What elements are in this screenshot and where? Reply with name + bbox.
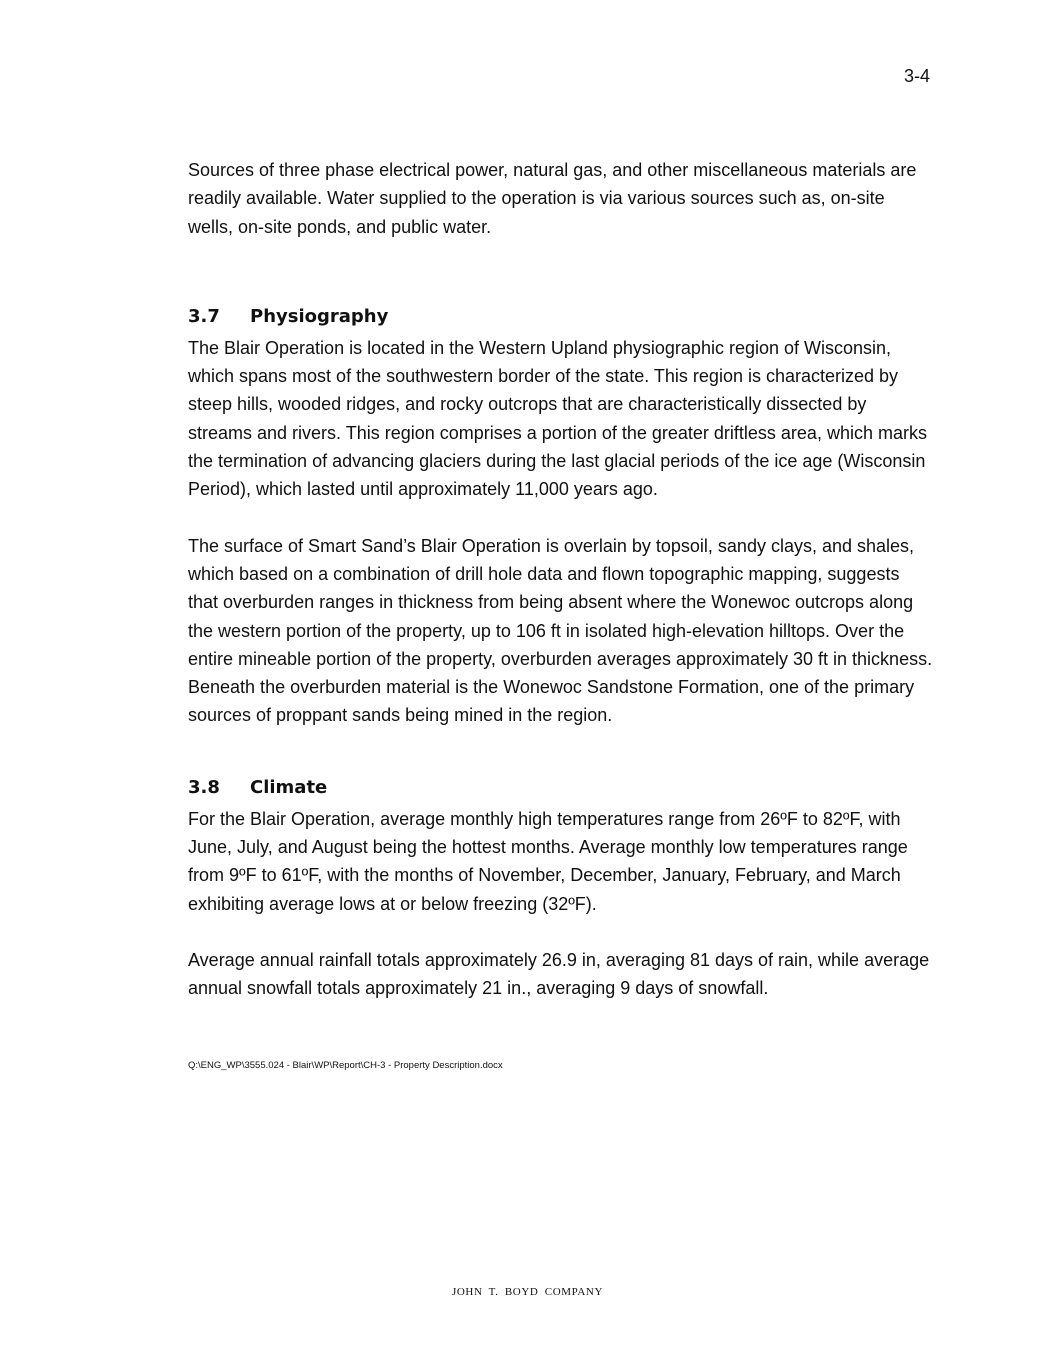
section-heading-climate [188,774,933,802]
section-heading-physiography [188,303,933,331]
section-title: Climate [250,776,328,798]
climate-paragraph-2: Average annual rainfall totals approximately 26.9 in, averaging 81 days of rain, while average annual snowfall totals approximately 21 in., averaging 9 days of snowfall. [188,949,930,999]
physiography-paragraph-1: The Blair Operation is located in the Western Upland physiographic region of Wisconsin, which spans most of the southwestern border of the state. This region is characterized by steep hills, wooded ridges, and rocky outcrops that are characteristically dissected by streams and rivers. This region comprises a portion of the greater driftless area, which marks the termination of advancing glaciers during the last glacial periods of the ice age (Wisconsin Period), which lasted until approximately 11,000 years ago. [188,337,927,500]
document-body [188,156,933,1003]
file-path: Q:\ENG_WP\3555.024 - Blair\WP\Report\CH-3 - Property Description.docx [188,1060,503,1071]
climate-paragraph-1: For the Blair Operation, average monthly high temperatures range from 26ºF to 82ºF, with June, July, and August being the hottest months. Average monthly low temperatures range from 9ºF to 61ºF, with the months of November, December, January, February, and March exhibiting average lows at or below freezing (32ºF). [188,808,908,914]
intro-paragraph: Sources of three phase electrical power, natural gas, and other miscellaneous materials are readily available. Water supplied to the operation is via various sources such as, on-site wells, on-site ponds, and public water. [188,160,917,237]
section-title: Physiography [250,305,389,327]
company-footer: JOHN T. BOYD COMPANY [452,1286,603,1298]
section-climate [188,774,933,1003]
physiography-paragraph-2: The surface of Smart Sand’s Blair Operation is overlain by topsoil, sandy clays, and shales, which based on a combination of drill hole data and flown topographic mapping, suggests that overburden ranges in thickness from being absent where the Wonewoc outcrops along the western portion of the property, up to 106 ft in isolated high-elevation hilltops. Over the entire mineable portion of the property, overburden averages approximately 30 ft in thickness. Beneath the overburden material is the Wonewoc Sandstone Formation, one of the primary sources of proppant sands being mined in the region. [188,535,933,726]
page-number: 3-4 [903,66,930,86]
section-physiography [188,303,933,730]
section-number: 3.7 [188,305,220,327]
section-number: 3.8 [188,776,220,798]
